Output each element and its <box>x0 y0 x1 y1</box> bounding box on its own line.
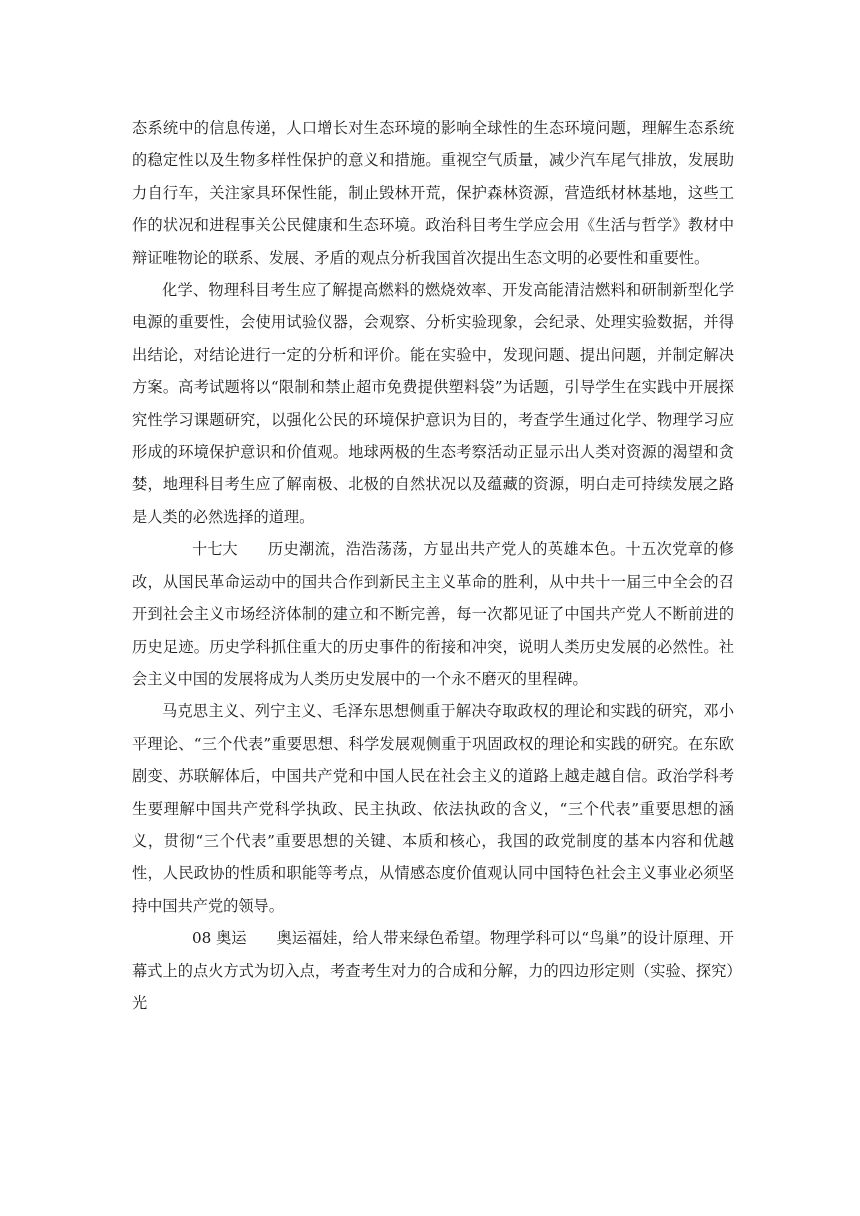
paragraph-chemistry-physics <box>132 274 734 533</box>
paragraph-ecosystem <box>132 112 734 274</box>
paragraph-text: 马克思主义、列宁主义、毛泽东思想侧重于解决夺取政权的理论和实践的研究，邓小平理论、“三个代表”重要思想、科学发展观侧重于巩固政权的理论和实践的研究。在东欧剧变、苏联解体后，中国共产党和中国人民在社会主义的道路上越走越自信。政治学科考生要理解中国共产党科学执政、民主执政、依法执政的含义，“三个代表”重要思想的涵义，贯彻“三个代表”重要思想的关键、本质和核心，我国的政党制度的基本内容和优越性，人民政协的性质和职能等考点，从情感态度价值观认同中国特色社会主义事业必须坚持中国共产党的领导。 <box>132 702 734 915</box>
paragraph-marxism <box>132 695 734 922</box>
paragraph-seventeenth-congress <box>132 533 734 695</box>
paragraph-text: 奥运福娃，给人带来绿色希望。物理学科可以“鸟巢”的设计原理、开幕式上的点火方式为切入点，考查考生对力的合成和分解，力的四边形定则（实验、探究）光 <box>132 929 734 1012</box>
document-body <box>132 112 734 1019</box>
paragraph-text: 态系统中的信息传递，人口增长对生态环境的影响全球性的生态环境问题，理解生态系统的稳定性以及生物多样性保护的意义和措施。重视空气质量，减少汽车尾气排放，发展助力自行车，关注家具环保性能，制止毁林开荒，保护森林资源，营造纸材林基地，这些工作的状况和进程事关公民健康和生态环境。政治科目考生学应会用《生活与哲学》教材中辩证唯物论的联系、发展、矛盾的观点分析我国首次提出生态文明的必要性和重要性。 <box>132 119 734 267</box>
paragraph-lead-term: 08 奥运 <box>192 929 247 948</box>
paragraph-text: 历史潮流，浩浩荡荡，方显出共产党人的英雄本色。十五次党章的修改，从国民革命运动中的国共合作到新民主主义革命的胜利，从中共十一届三中全会的召开到社会主义市场经济体制的建立和不断完善，每一次都见证了中国共产党人不断前进的历史足迹。历史学科抓住重大的历史事件的衔接和冲突，说明人类历史发展的必然性。社会主义中国的发展将成为人类历史发展中的一个永不磨灭的里程碑。 <box>132 540 734 688</box>
paragraph-lead-term: 十七大 <box>192 540 238 559</box>
paragraph-olympics <box>132 922 734 1019</box>
paragraph-text: 化学、物理科目考生应了解提高燃料的燃烧效率、开发高能清洁燃料和研制新型化学电源的重要性，会使用试验仪器，会观察、分析实验现象，会纪录、处理实验数据，并得出结论，对结论进行一定的分析和评价。能在实验中，发现问题、提出问题，并制定解决方案。高考试题将以“限制和禁止超市免费提供塑料袋”为话题，引导学生在实践中开展探究性学习课题研究，以强化公民的环境保护意识为目的，考查学生通过化学、物理学习应形成的环境保护意识和价值观。地球两极的生态考察活动正显示出人类对资源的渴望和贪婪，地理科目考生应了解南极、北极的自然状况以及蕴藏的资源，明白走可持续发展之路是人类的必然选择的道理。 <box>132 281 734 526</box>
